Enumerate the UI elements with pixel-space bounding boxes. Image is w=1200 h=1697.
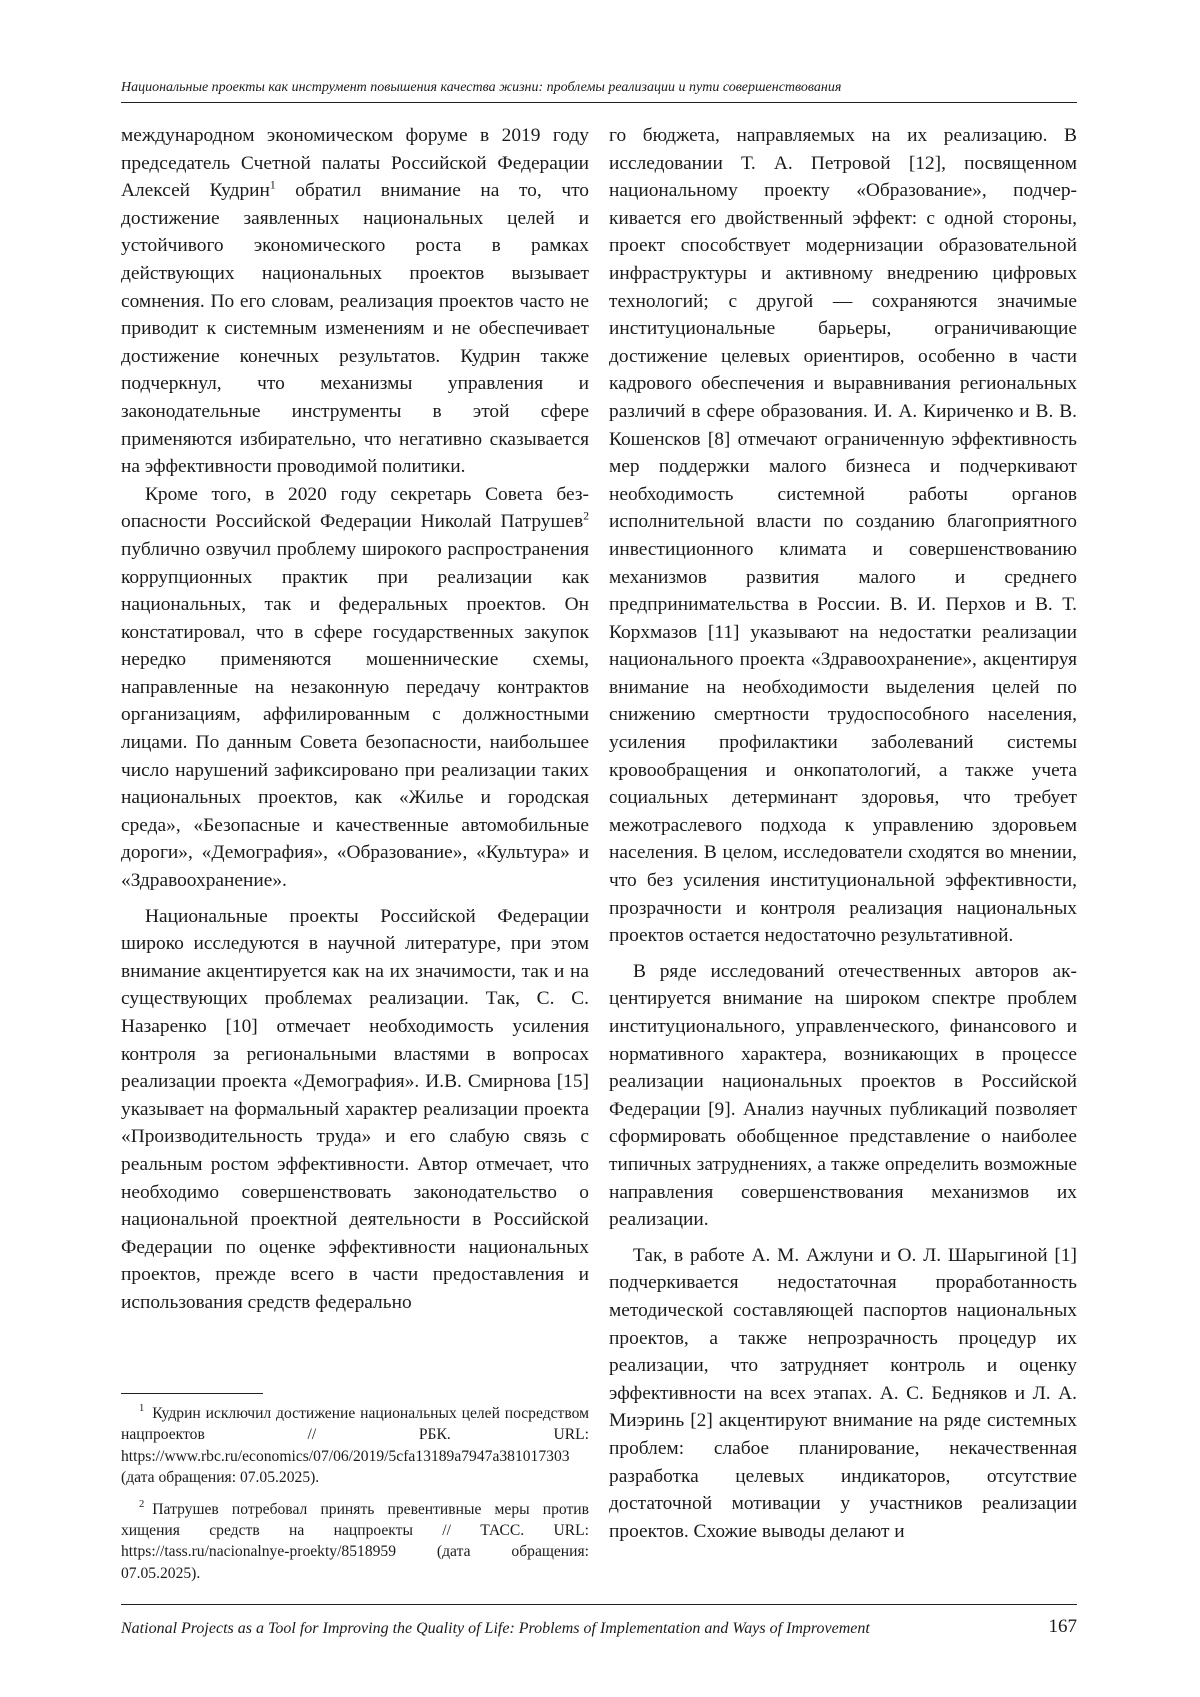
right-paragraph-1: го бюджета, направляемых на их реализацию. В исследовании Т. А. Петровой [12], посвященном национальному проекту «Образование», подчеркивается его двойственный эффект: с одной стороны, проект способствует модернизации образовательной инфраструктуры и активному внедрению цифровых технологий; с другой — сохраняются значимые институциональные барьеры, ограничивающие достижение целевых ориентиров, особенно в части кадрового обеспечения и выравнивания региональных различий в сфере образования. И. А. Кириченко и В. В. Кошенсков [8] отмечают ограниченную эффективность мер поддержки малого бизнеса и подчеркивают необходимость системной работы органов исполнительной власти по созданию благоприятного инвестиционного климата и совершенствованию механизмов развития малого и среднего предпринимательства в России. В. И. Перхов и В. Т. Корхмазов [11] указывают на недостатки реализации национального проекта «Здравоохранение», акцентируя внимание на необходимости выделения целей по снижению смертности трудоспособного населения, усиления профилактики заболеваний системы кровообращения и онкопатологий, а также учета социальных детерминант здоровья, что требует межотраслевого подхода к управлению здоровьем населения. В целом, исследователи сходятся во мнении, что без усиления институциональной эффективности, прозрачности и контроля реализация национальных проектов остается недостаточно результативной.: [609, 125, 1077, 947]
footnote-2: [121, 1499, 589, 1585]
header-rule: [121, 102, 1077, 103]
footnote-1-number: 1: [139, 1403, 145, 1415]
right-column: [609, 122, 1077, 1545]
footnote-ref-1: 1: [269, 178, 276, 192]
footnote-separator: [121, 1393, 263, 1394]
footnote-1-text: Кудрин исключил достижение национальных целей посредством нацпроектов // РБК. URL: https://www.rbc.ru/economics/07/06/2019/5cfa13189a7947a381017303 (дата обращения: 07.05.2025).: [121, 1405, 589, 1487]
left-column: [121, 122, 589, 1317]
running-head: Национальные проекты как инструмент повышения качества жизни: проблемы реализации и пути совершенствования: [121, 80, 842, 95]
left-p1-text-a: международном экономическом форуме в 2019 году председатель Счетной палаты Российской Федерации Алексей Кудрин: [121, 125, 589, 202]
right-paragraph-3: Так, в работе А. М. Ажлуни и О. Л. Шарыгиной [1] подчеркивается недостаточная проработанность методической составляющей паспортов национальных проектов, а также непрозрачность процедур их реализации, что затрудняет контроль и оценку эффективности на всех этапах. А. С. Бедняков и Л. А. Миэринь [2] акцентируют внимание на ряде системных проблем: слабое планирование, некачественная разработка целевых индикаторов, отсутствие достаточной мотивации у участников реализации проектов. Схожие выводы делают и: [609, 1244, 1077, 1542]
left-paragraph-2: [121, 481, 589, 895]
left-paragraph-3: Национальные проекты Российской Федерации широко исследуются в научной литературе, при этом внимание акцентируется как на их значимости, так и на существующих проблемах реализации. Так, С. С. Назаренко [10] отмечает необходимость усиления контроля за региональными властями в вопросах реализации проекта «Демография». И.В. Смирнова [15] указывает на формальный характер реализации проекта «Производительность труда» и его слабую связь с реальным ростом эффективности. Автор отмечает, что необходимо совершенствовать законодательство о национальной проектной деятельности в Российской Федерации по оценке эффективности национальных проектов, прежде всего в части предоставления и использования средств федерально: [121, 905, 589, 1313]
footnotes: [121, 1403, 589, 1594]
footnote-1: [121, 1403, 589, 1489]
footnote-2-text: Патрушев потребовал принять превентивные меры против хищения средств на нацпроекты // ТАСС. URL: https://tass.ru/nacionalnye-proekty/8518959 (дата обращения: 07.05.2025).: [121, 1500, 589, 1582]
right-paragraph-2: В ряде исследований отечественных авторов акцентируется внимание на широком спектре проблем институционального, управленческого, финансового и нормативного характера, возникающих в процессе реализации национальных проектов в Российской Федерации [9]. Анализ научных публикаций позволяет сформировать обобщенное представление о наиболее типичных затруднениях, а также определить возможные направления совершенствования механизмов их реализации.: [609, 960, 1077, 1231]
footnote-2-number: 2: [139, 1498, 145, 1510]
left-p2-text-b: публично озвучил проблему широкого распространения коррупционных практик при реализации как национальных, так и федеральных проектов. Он констатировал, что в сфере государственных закупок нередко применяются мошеннические схемы, направленные на незаконную передачу контрактов организациям, аффилированным с должностными лицами. По данным Совета безопасности, наибольшее число нарушений зафиксировано при реализации таких национальных проектов, как «Жилье и городская среда», «Безопасные и качественные автомобильные дороги», «Демография», «Образование», «Культура» и «Здравоохранение».: [121, 538, 589, 892]
left-paragraph-1: [121, 122, 589, 481]
footer-rule: [121, 1604, 1077, 1605]
footnote-ref-2: 2: [583, 509, 589, 523]
running-foot: National Projects as a Tool for Improving the Quality of Life: Problems of Implementation and Ways of Improvement: [121, 1620, 870, 1637]
left-p2-text-a: Кроме того, в 2020 году секретарь Совета безопасности Российской Федерации Николай Патрушев: [121, 483, 589, 533]
left-p1-text-b: обратил внимание на то, что достижение заявленных национальных целей и устойчивого экономического роста в рамках действующих национальных проектов вызывает сомнения. По его словам, реализация проектов часто не приводит к системным изменениям и не обеспечивает достижение конечных результатов. Кудрин также подчеркнул, что механизмы управления и законодательные инструменты в этой сфере применяются избирательно, что негативно сказывается на эффективности проводимой политики.: [121, 180, 589, 478]
page-number: 167: [1048, 1616, 1077, 1637]
